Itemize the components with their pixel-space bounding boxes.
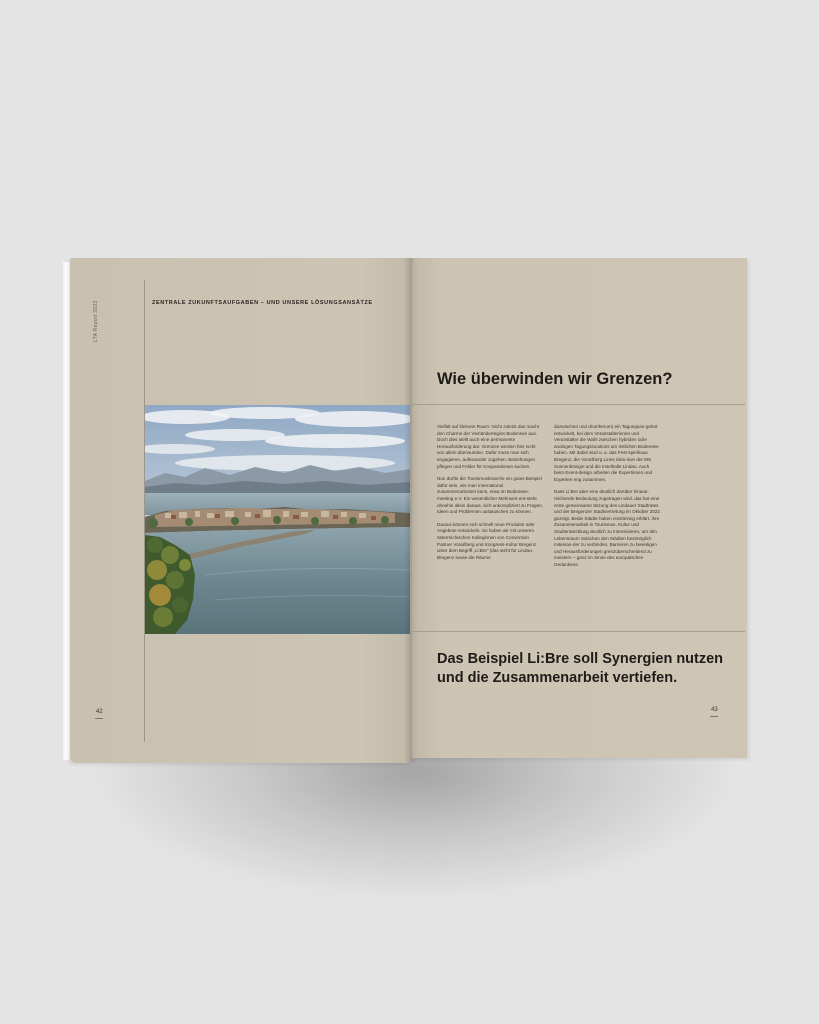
page-number-underline <box>95 718 103 719</box>
book-spine <box>404 258 418 763</box>
quote-divider <box>411 631 745 632</box>
paragraph: Vielfalt auf kleinem Raum: Nicht zuletzt das macht den Charme der Vierländerregion Bodensee aus. Doch dies stellt auch eine permanente Herausforderung dar. Grenzen werden hier nicht von allein überwunden. Dafür muss man sich engagieren, aufeinander zugehen, Beziehungen pflegen und Felder für Kooperationen suchen. <box>437 424 540 469</box>
body-column-1 <box>437 424 543 567</box>
running-header: ZENTRALE ZUKUNFTSAUFGABEN – UND UNSERE LÖSUNGSANSÄTZE <box>152 300 373 306</box>
paragraph: Daraus können sich schnell neue Produkte oder Angebote entwickeln. So haben wir mit unseren österreichischen Kolleginnen von Convention Partner Vorarlberg und Kongress-Kultur Bregenz unter dem Begriff „Li:Bre“ (das steht für Lindau-Bregenz sowie die Räume <box>437 521 537 560</box>
article-headline: Wie überwinden wir Grenzen? <box>437 370 673 388</box>
headline-divider <box>411 404 745 405</box>
brochure-shadow <box>90 740 740 900</box>
paragraph: Nun dürfte die Tourismusbranche ein gutes Beispiel dafür sein, wie man international zusammenarbeiten kann, etwa im Bodensee-meeting e.V. Ein wesentlicher Mehrwert ent-steht ohnehin allein daraus, sich unkompliziert zu Fragen, Ideen und Problemen austauschen zu können. <box>437 476 543 515</box>
paragraph: dazwischen und drumherum) ein Tagungsan-gebot entwickelt, bei dem Veranstalterinnen und Veranstalter die Wahl zwischen hybriden oder analogen Tagungslocations am östlichen Bodensee haben. Mit dabei sind u. a. das Fest-spielhaus Bregenz, die Vorarlberg Lines inklu-sive der MS Sonnenkönigin und die Inselhalle Lindau. Auch beim Event-design arbeiten die Expertinnen und Experten eng zusammen. <box>554 424 659 482</box>
pull-quote: Das Beispiel Li:Bre soll Synergien nutzen und die Zusammenarbeit vertiefen. <box>437 651 724 686</box>
page-number-underline <box>710 716 718 717</box>
page-number-left: 42 <box>96 709 103 715</box>
body-column-2 <box>554 424 660 574</box>
paragraph: Dass Li:Bre aber eine deutlich darüber hinaus-reichende Bedeutung zugetragen wird, das hat eine erste gemeinsame Sitzung des Lindauer Stadtrates und der Bregenzer Stadtvertretung im Oktober 2022 gezeigt. Beide Städte haben einstimmig erklärt, ihre Zusammenarbeit in Tourismus, Kultur und Stadtentwicklung deutlich zu intensivieren, um den Lebensraum zwischen den Städten bestmöglich miteinan-der zu verbinden, Barrieren zu beseitigen und Herausforderungen grenzüberschreitend zu meistern – ganz im Sinne des europäischen Gedankens. <box>554 489 660 567</box>
page-number-right: 43 <box>711 707 718 713</box>
lake-aerial-photo <box>145 405 410 634</box>
report-vertical-label: LTA Report 2022 <box>93 300 99 342</box>
